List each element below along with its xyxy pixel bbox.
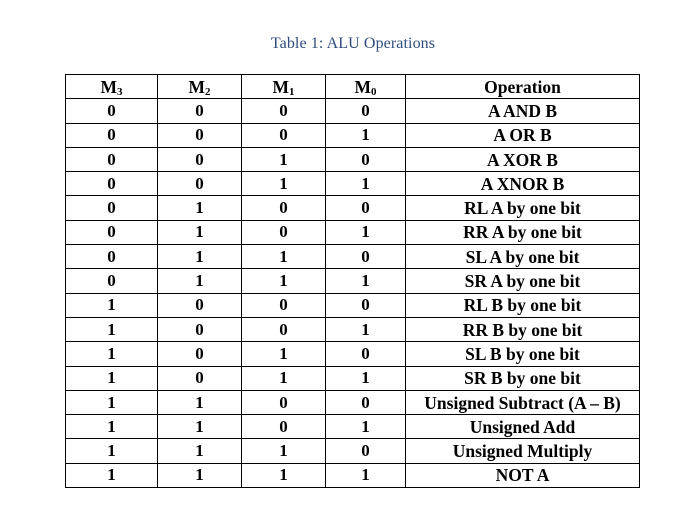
table-row [66,390,640,414]
m2-cell: 1 [158,220,242,244]
m1-cell: 1 [242,172,326,196]
m0-cell: 1 [326,415,406,439]
m3-cell: 1 [66,342,158,366]
table-row [66,245,640,269]
m1-cell: 0 [242,99,326,123]
table-caption: Table 1: ALU Operations [270,35,436,52]
operation-cell: SL A by one bit [406,245,640,269]
m2-cell: 1 [158,390,242,414]
m3-cell: 0 [66,269,158,293]
m0-cell: 1 [326,317,406,341]
m0-cell: 1 [326,269,406,293]
table-row [66,317,640,341]
header-m0: $M_0$ [326,75,406,99]
m1-cell: 0 [242,220,326,244]
m2-cell: 0 [158,123,242,147]
m0-cell: 1 [326,220,406,244]
header-m2: $M_2$ [158,75,242,99]
m1-cell: 0 [242,415,326,439]
operation-cell: Unsigned Subtract (A – B) [406,390,640,414]
operation-cell: NOT A [406,463,640,487]
m1-cell: 1 [242,147,326,171]
table-header-row [66,75,640,99]
m3-cell: 1 [66,390,158,414]
m2-cell: 0 [158,293,242,317]
m0-cell: 0 [326,147,406,171]
table-body [66,99,640,488]
header-m3: $M_3$ [66,75,158,99]
table-row [66,196,640,220]
m3-cell: 0 [66,245,158,269]
m3-cell: 0 [66,196,158,220]
m1-cell: 0 [242,293,326,317]
table-row [66,415,640,439]
m0-cell: 0 [326,245,406,269]
operation-cell: RL B by one bit [406,293,640,317]
m2-cell: 1 [158,245,242,269]
m0-cell: 0 [326,293,406,317]
table-row [66,439,640,463]
operation-cell: Unsigned Multiply [406,439,640,463]
m0-cell: 0 [326,342,406,366]
m0-cell: 0 [326,390,406,414]
m0-cell: 0 [326,99,406,123]
m0-cell: 1 [326,123,406,147]
m1-cell: 1 [242,463,326,487]
operation-cell: A OR B [406,123,640,147]
m1-cell: 1 [242,342,326,366]
m3-cell: 0 [66,147,158,171]
table-row [66,172,640,196]
m2-cell: 0 [158,99,242,123]
m0-cell: 1 [326,366,406,390]
m2-cell: 1 [158,269,242,293]
m1-cell: 0 [242,123,326,147]
m2-cell: 0 [158,342,242,366]
m3-cell: 1 [66,463,158,487]
m1-cell: 0 [242,317,326,341]
m1-cell: 1 [242,439,326,463]
m1-cell: 0 [242,390,326,414]
m3-cell: 1 [66,439,158,463]
m2-cell: 0 [158,172,242,196]
m2-cell: 1 [158,463,242,487]
m3-cell: 0 [66,99,158,123]
m1-cell: 1 [242,269,326,293]
operation-cell: A AND B [406,99,640,123]
header-operation: Operation [406,75,640,99]
m2-cell: 0 [158,147,242,171]
table-row [66,342,640,366]
table-row [66,147,640,171]
m0-cell: 0 [326,196,406,220]
m3-cell: 1 [66,415,158,439]
m2-cell: 1 [158,196,242,220]
operation-cell: A XOR B [406,147,640,171]
m3-cell: 1 [66,366,158,390]
table-row [66,366,640,390]
table-row [66,463,640,487]
operation-cell: A XNOR B [406,172,640,196]
m1-cell: 1 [242,245,326,269]
table-row [66,99,640,123]
m3-cell: 0 [66,172,158,196]
m0-cell: 0 [326,439,406,463]
operation-cell: RR A by one bit [406,220,640,244]
operation-cell: RL A by one bit [406,196,640,220]
m1-cell: 0 [242,196,326,220]
operation-cell: Unsigned Add [406,415,640,439]
alu-operations-table [65,74,640,488]
operation-cell: SR A by one bit [406,269,640,293]
table-row [66,269,640,293]
m2-cell: 1 [158,439,242,463]
table-row [66,123,640,147]
table-row [66,220,640,244]
operation-cell: SL B by one bit [406,342,640,366]
m3-cell: 0 [66,123,158,147]
operation-cell: SR B by one bit [406,366,640,390]
m1-cell: 1 [242,366,326,390]
m2-cell: 0 [158,317,242,341]
m3-cell: 0 [66,220,158,244]
operation-cell: RR B by one bit [406,317,640,341]
m2-cell: 0 [158,366,242,390]
header-m1: $M_1$ [242,75,326,99]
m0-cell: 1 [326,463,406,487]
m0-cell: 1 [326,172,406,196]
m3-cell: 1 [66,317,158,341]
m3-cell: 1 [66,293,158,317]
table-row [66,293,640,317]
m2-cell: 1 [158,415,242,439]
